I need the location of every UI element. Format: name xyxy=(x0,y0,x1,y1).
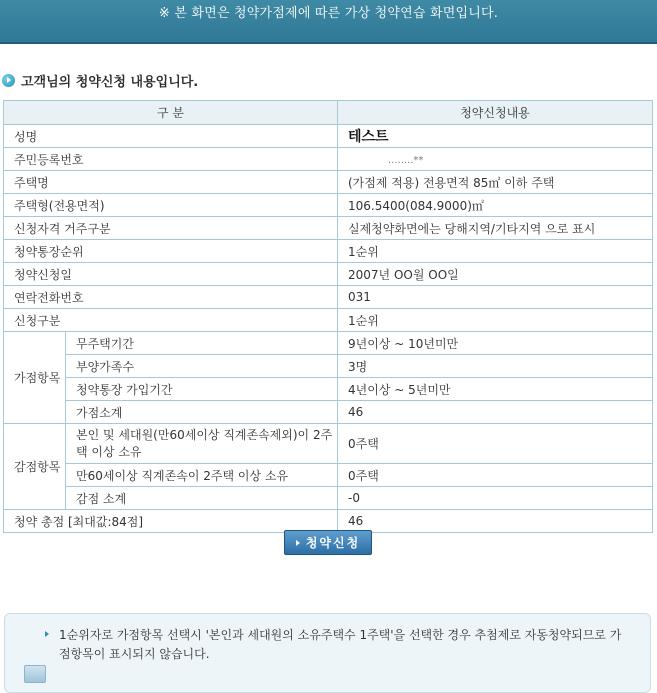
notice-text: 1순위자로 가점항목 선택시 '본인과 세대원의 소유주택수 1주택'을 선택한 경우 추첨제로 자동청약되므로 가점항목이 표시되지 않습니다. xyxy=(59,628,622,661)
notice-box xyxy=(4,613,651,693)
row-value-total: 46 xyxy=(338,510,653,533)
deduct-item-label: 만60세이상 직계존속이 2주택 이상 소유 xyxy=(66,464,338,487)
table-row xyxy=(4,263,653,286)
row-value-resident-number xyxy=(338,148,653,171)
bonus-item-value: 4년이상 ~ 5년미만 xyxy=(338,378,653,401)
row-label-name: 성명 xyxy=(4,125,338,148)
row-label-phone: 연락전화번호 xyxy=(4,286,338,309)
group-label-bonus: 가점항목 xyxy=(4,332,66,424)
group-label-deduct: 감점항목 xyxy=(4,424,66,510)
row-value-residence: 실제청약화면에는 당해지역/기타지역 으로 표시 xyxy=(338,217,653,240)
table-row xyxy=(4,309,653,332)
masked-resident-number: ........** xyxy=(388,155,424,166)
button-wrap xyxy=(284,530,372,555)
row-value-housing-type: 106.5400(084.9000)㎡ xyxy=(338,194,653,217)
table-row xyxy=(4,217,653,240)
application-table xyxy=(3,100,653,533)
table-row xyxy=(4,487,653,510)
row-label-rank: 청약통장순위 xyxy=(4,240,338,263)
table-header-row xyxy=(4,101,653,125)
row-label-housing-type: 주택형(전용면적) xyxy=(4,194,338,217)
row-value-name xyxy=(338,125,653,148)
row-label-total: 청약 총점 [최대값:84점] xyxy=(4,510,338,533)
row-value-apply-type: 1순위 xyxy=(338,309,653,332)
row-label-apply-type: 신청구분 xyxy=(4,309,338,332)
table-row xyxy=(4,378,653,401)
bonus-item-label: 무주택기간 xyxy=(66,332,338,355)
table-row xyxy=(4,148,653,171)
header-content: 청약신청내용 xyxy=(338,101,653,125)
table-row xyxy=(4,424,653,464)
table-row xyxy=(4,171,653,194)
bonus-item-value: 3명 xyxy=(338,355,653,378)
applicant-name: 테스트 xyxy=(348,129,389,145)
section-title-text: 고객님의 청약신청 내용입니다. xyxy=(21,74,199,90)
bonus-item-value: 46 xyxy=(338,401,653,424)
table-row xyxy=(4,240,653,263)
deduct-item-value: 0주택 xyxy=(338,424,653,464)
row-value-apply-date: 2007년 OO월 OO일 xyxy=(338,263,653,286)
row-label-housing-name: 주택명 xyxy=(4,171,338,194)
table-row xyxy=(4,464,653,487)
table-row xyxy=(4,286,653,309)
section-title xyxy=(2,71,198,89)
row-value-housing-name: (가점제 적용) 전용면적 85㎡ 이하 주택 xyxy=(338,171,653,194)
bullet-arrow-icon xyxy=(2,74,15,87)
row-value-phone: 031 xyxy=(338,286,653,309)
bonus-item-label: 청약통장 가입기간 xyxy=(66,378,338,401)
apply-button[interactable] xyxy=(284,530,372,555)
row-label-apply-date: 청약신청일 xyxy=(4,263,338,286)
notice-line xyxy=(41,626,631,664)
apply-button-label: 청약신청 xyxy=(305,536,361,550)
table-row xyxy=(4,332,653,355)
bonus-item-label: 가점소계 xyxy=(66,401,338,424)
row-label-residence: 신청자격 거주구분 xyxy=(4,217,338,240)
banner-text: ※ 본 화면은 청약가점제에 따른 가상 청약연습 화면입니다. xyxy=(158,6,499,21)
arrow-right-icon xyxy=(296,540,300,546)
table-row xyxy=(4,125,653,148)
top-banner xyxy=(0,0,657,44)
deduct-item-value: -0 xyxy=(338,487,653,510)
table-row xyxy=(4,194,653,217)
table-row xyxy=(4,401,653,424)
deduct-item-label: 본인 및 세대원(만60세이상 직계존속제외)이 2주택 이상 소유 xyxy=(66,424,338,464)
table-row xyxy=(4,355,653,378)
deduct-item-label: 감점 소계 xyxy=(66,487,338,510)
bonus-item-label: 부양가족수 xyxy=(66,355,338,378)
row-value-rank: 1순위 xyxy=(338,240,653,263)
document-icon xyxy=(24,665,46,683)
deduct-item-value: 0주택 xyxy=(338,464,653,487)
header-category: 구 분 xyxy=(4,101,338,125)
row-label-resident-number: 주민등록번호 xyxy=(4,148,338,171)
bonus-item-value: 9년이상 ~ 10년미만 xyxy=(338,332,653,355)
